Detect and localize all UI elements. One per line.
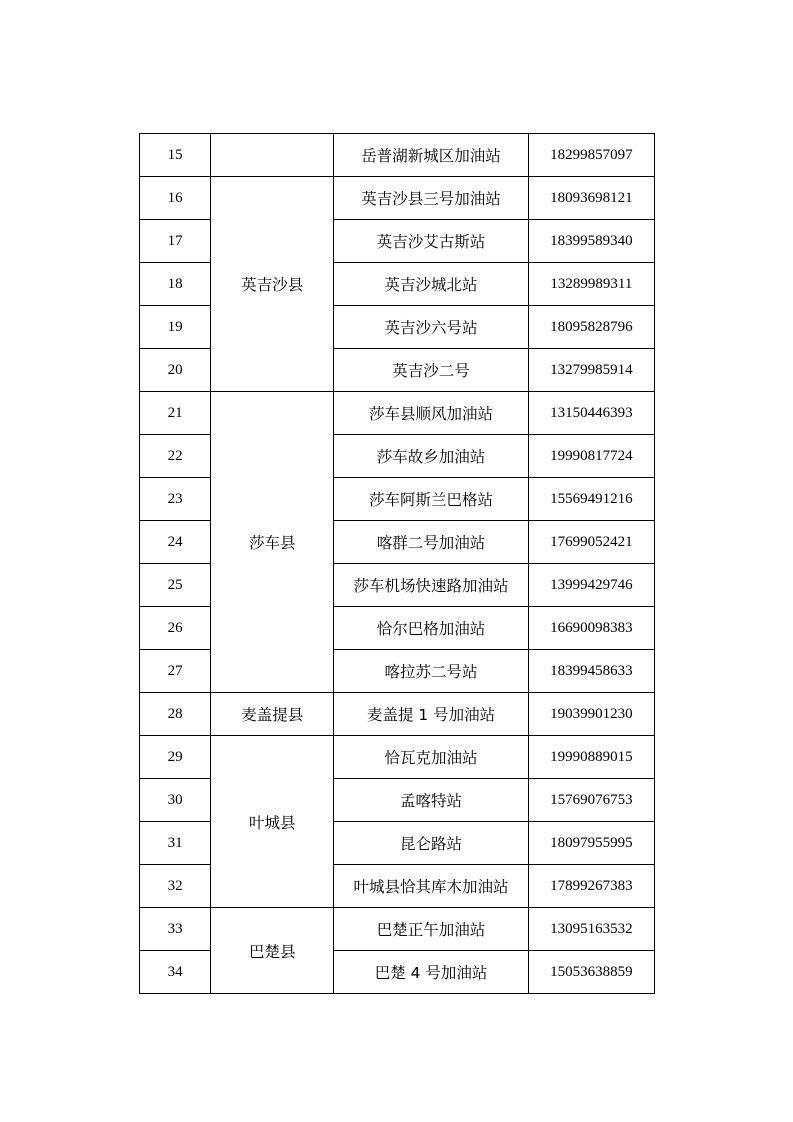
- row-number-cell: 31: [140, 822, 211, 865]
- phone-cell: 17699052421: [528, 521, 654, 564]
- station-name-cell: 莎车阿斯兰巴格站: [334, 478, 528, 521]
- row-number-cell: 23: [140, 478, 211, 521]
- station-name-cell: 英吉沙艾古斯站: [334, 220, 528, 263]
- row-number-cell: 15: [140, 134, 211, 177]
- phone-cell: 15569491216: [528, 478, 654, 521]
- county-cell: 叶城县: [211, 736, 334, 908]
- row-number-cell: 24: [140, 521, 211, 564]
- row-number-cell: 26: [140, 607, 211, 650]
- station-name-cell: 莎车县顺风加油站: [334, 392, 528, 435]
- station-name-cell: 巴楚 4 号加油站: [334, 951, 528, 994]
- station-name-cell: 恰尔巴格加油站: [334, 607, 528, 650]
- station-name-cell: 岳普湖新城区加油站: [334, 134, 528, 177]
- table-body: [140, 134, 655, 994]
- phone-cell: 17899267383: [528, 865, 654, 908]
- phone-cell: 15769076753: [528, 779, 654, 822]
- phone-cell: 18097955995: [528, 822, 654, 865]
- phone-cell: 13150446393: [528, 392, 654, 435]
- table-row: [140, 736, 655, 779]
- row-number-cell: 16: [140, 177, 211, 220]
- phone-cell: 19990817724: [528, 435, 654, 478]
- station-name-cell: 喀群二号加油站: [334, 521, 528, 564]
- county-cell: 巴楚县: [211, 908, 334, 994]
- phone-cell: 13095163532: [528, 908, 654, 951]
- row-number-cell: 20: [140, 349, 211, 392]
- row-number-cell: 29: [140, 736, 211, 779]
- station-name-cell: 莎车故乡加油站: [334, 435, 528, 478]
- county-cell: [211, 134, 334, 177]
- row-number-cell: 17: [140, 220, 211, 263]
- station-name-cell: 昆仑路站: [334, 822, 528, 865]
- station-name-cell: 莎车机场快速路加油站: [334, 564, 528, 607]
- phone-cell: 18095828796: [528, 306, 654, 349]
- phone-cell: 18399458633: [528, 650, 654, 693]
- row-number-cell: 27: [140, 650, 211, 693]
- station-name-cell: 英吉沙城北站: [334, 263, 528, 306]
- phone-cell: 15053638859: [528, 951, 654, 994]
- table-row: [140, 177, 655, 220]
- phone-cell: 18299857097: [528, 134, 654, 177]
- row-number-cell: 19: [140, 306, 211, 349]
- row-number-cell: 34: [140, 951, 211, 994]
- station-name-cell: 英吉沙六号站: [334, 306, 528, 349]
- phone-cell: 18093698121: [528, 177, 654, 220]
- table-row: [140, 134, 655, 177]
- phone-cell: 13289989311: [528, 263, 654, 306]
- table-row: [140, 908, 655, 951]
- phone-cell: 19039901230: [528, 693, 654, 736]
- table-row: [140, 693, 655, 736]
- station-name-cell: 英吉沙县三号加油站: [334, 177, 528, 220]
- phone-cell: 19990889015: [528, 736, 654, 779]
- county-cell: 麦盖提县: [211, 693, 334, 736]
- row-number-cell: 33: [140, 908, 211, 951]
- row-number-cell: 25: [140, 564, 211, 607]
- row-number-cell: 18: [140, 263, 211, 306]
- station-name-cell: 喀拉苏二号站: [334, 650, 528, 693]
- row-number-cell: 28: [140, 693, 211, 736]
- station-name-cell: 孟喀特站: [334, 779, 528, 822]
- row-number-cell: 30: [140, 779, 211, 822]
- table-row: [140, 392, 655, 435]
- station-name-cell: 叶城县恰其库木加油站: [334, 865, 528, 908]
- station-name-cell: 英吉沙二号: [334, 349, 528, 392]
- gas-station-table: [139, 133, 655, 994]
- phone-cell: 18399589340: [528, 220, 654, 263]
- phone-cell: 13279985914: [528, 349, 654, 392]
- row-number-cell: 21: [140, 392, 211, 435]
- station-name-cell: 恰瓦克加油站: [334, 736, 528, 779]
- station-name-cell: 麦盖提 1 号加油站: [334, 693, 528, 736]
- row-number-cell: 32: [140, 865, 211, 908]
- county-cell: 英吉沙县: [211, 177, 334, 392]
- station-name-cell: 巴楚正午加油站: [334, 908, 528, 951]
- county-cell: 莎车县: [211, 392, 334, 693]
- row-number-cell: 22: [140, 435, 211, 478]
- phone-cell: 16690098383: [528, 607, 654, 650]
- phone-cell: 13999429746: [528, 564, 654, 607]
